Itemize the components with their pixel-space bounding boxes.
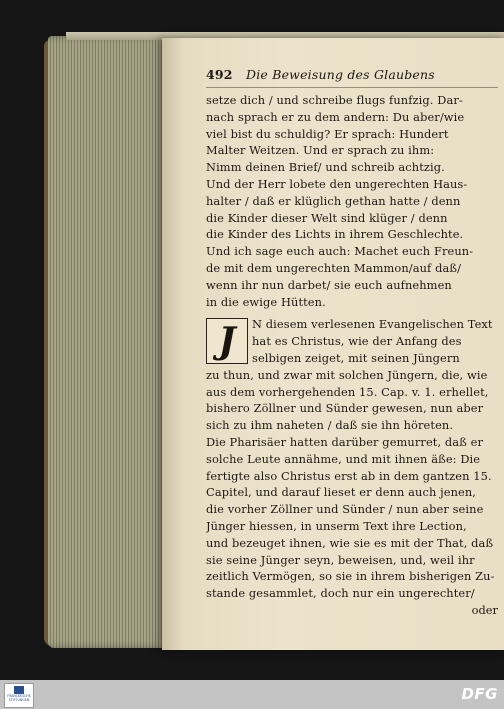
text-line: wenn ihr nun darbet/ sie euch aufnehmen — [206, 277, 452, 292]
text-line: fertigte also Christus erst ab in dem gantzen 15. — [206, 468, 492, 483]
text-line: Capitel, und darauf lieset er denn auch jenen, — [206, 485, 477, 500]
text-line: die vorher Zöllner und Sünder / nun aber seine — [206, 502, 484, 517]
text-line: sie seine Jünger seyn, beweisen, und, weil ihr — [206, 552, 475, 567]
text-line: Jünger hiessen, in unserm Text ihre Lection, — [206, 518, 467, 533]
drop-cap: J — [206, 318, 248, 364]
text-line: viel bist du schuldig? Er sprach: Hundert — [206, 126, 449, 141]
text-line: Malter Weitzen. Und er sprach zu ihm: — [206, 143, 435, 158]
text-line: Nimm deinen Brief/ und schreib achtzig. — [206, 160, 445, 175]
paragraph-1 — [206, 92, 498, 310]
page-number: 492 — [206, 67, 233, 82]
book-page — [162, 38, 504, 650]
text-line: sich zu ihm naheten / daß sie ihn höreten. — [206, 418, 454, 433]
text-line: hat es Christus, wie der Anfang des — [252, 334, 462, 349]
text-line: de mit dem ungerechten Mammon/auf daß/ — [206, 260, 462, 275]
logo-caption: FRANCKESCHE STIFTUNGEN — [7, 694, 31, 702]
text-line: aus dem vorhergehenden 15. Cap. v. 1. erhellet, — [206, 384, 489, 399]
running-title: Die Beweisung des Glaubens — [246, 67, 435, 82]
text-line: stande gesammlet, doch nur ein ungerechter/ — [206, 586, 475, 601]
text-line: selbigen zeiget, mit seinen Jüngern — [252, 350, 460, 365]
logo-mark-icon — [14, 686, 24, 694]
text-line: zeitlich Vermögen, so sie in ihrem bisherigen Zu- — [206, 569, 495, 584]
running-header — [206, 64, 498, 86]
page-content — [206, 64, 498, 617]
text-line: Die Pharisäer hatten darüber gemurret, daß er — [206, 434, 484, 449]
text-line: bishero Zöllner und Sünder gewesen, nun aber — [206, 401, 484, 416]
text-line: setze dich / und schreibe flugs funfzig. Dar- — [206, 93, 463, 107]
text-line: und bezeuget ihnen, wie sie es mit der That, daß — [206, 535, 494, 550]
book-page-edges — [48, 36, 172, 648]
text-line: Und der Herr lobete den ungerechten Haus- — [206, 176, 468, 191]
text-line: Und ich sage euch auch: Machet euch Freun- — [206, 244, 474, 259]
text-line: solche Leute annähme, und mit ihnen äße: Die — [206, 451, 481, 466]
text-line: halter / daß er klüglich gethan hatte / denn — [206, 193, 461, 208]
paragraph-2 — [206, 316, 498, 602]
dfg-logo: DFG — [461, 685, 498, 703]
text-line: N diesem verlesenen Evangelischen Text — [252, 317, 493, 332]
text-line: nach sprach er zu dem andern: Du aber/wie — [206, 109, 465, 124]
franckesche-stiftungen-logo — [4, 683, 34, 708]
header-rule — [206, 87, 498, 88]
text-line: die Kinder dieser Welt sind klüger / denn — [206, 210, 448, 225]
text-line: in die ewige Hütten. — [206, 294, 326, 309]
text-line: die Kinder des Lichts in ihrem Geschlechte. — [206, 227, 464, 242]
text-line: zu thun, und zwar mit solchen Jüngern, die, wie — [206, 367, 488, 382]
catchword: oder — [471, 603, 498, 617]
footer-bar — [0, 680, 504, 709]
